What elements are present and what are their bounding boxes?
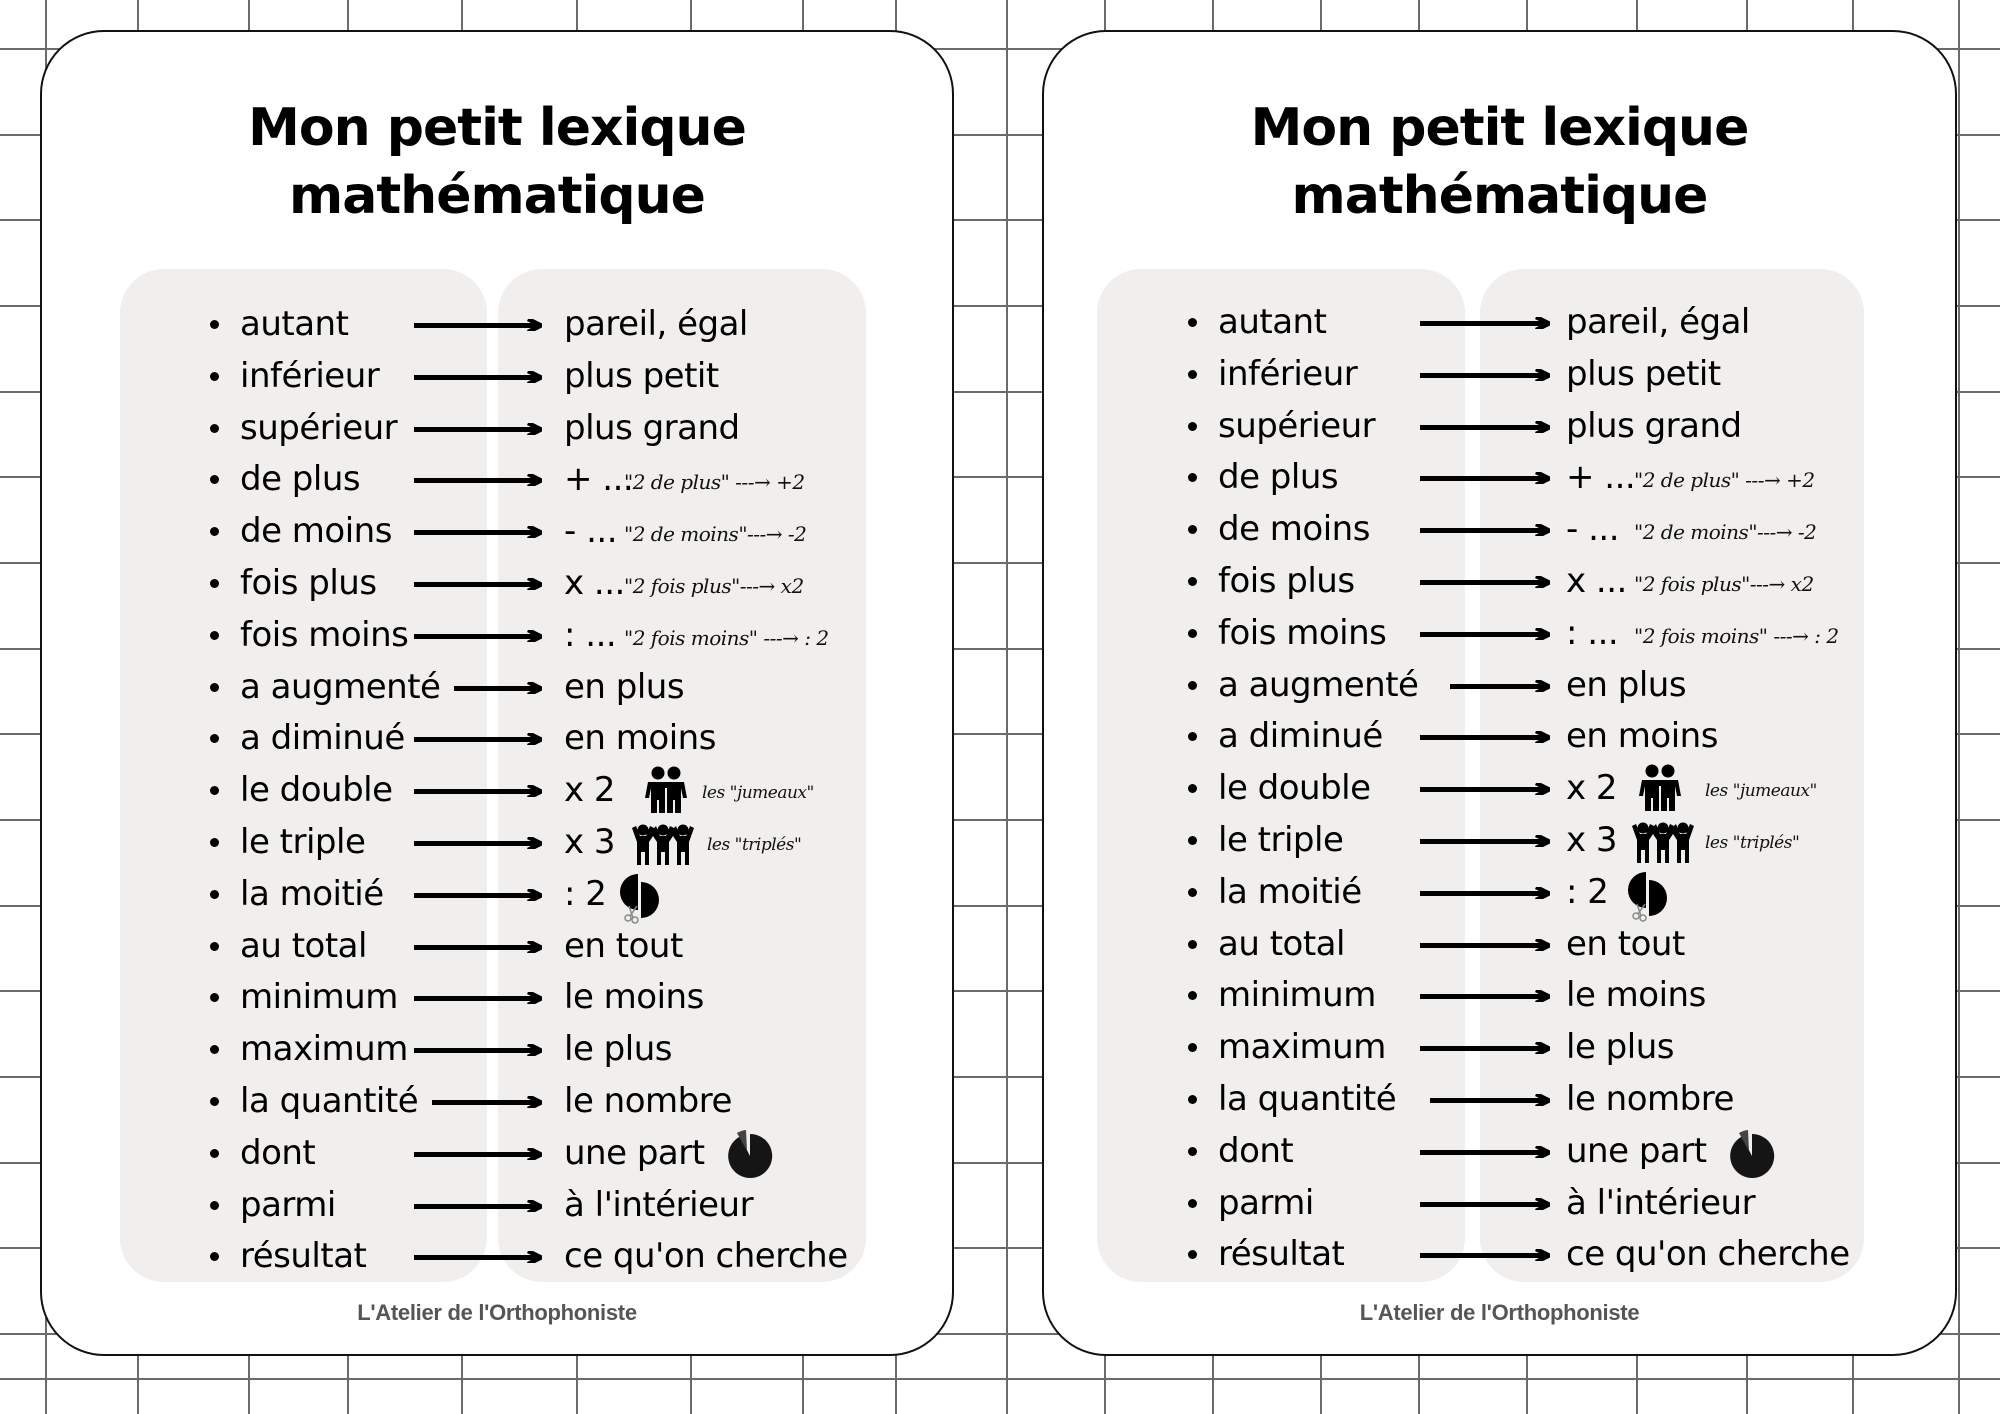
arrow-right-icon	[1420, 782, 1550, 794]
lexicon-meaning: pareil, égal	[1566, 302, 1750, 342]
arrow-right-icon	[1420, 368, 1550, 380]
lexicon-term: autant	[240, 304, 349, 344]
bullet-icon	[1188, 318, 1197, 327]
lexicon-meaning: le moins	[564, 977, 704, 1018]
arrow-right-icon	[1420, 471, 1550, 483]
arrow-right-icon	[1450, 679, 1550, 691]
bullet-icon	[210, 683, 219, 692]
grid-line	[1958, 0, 1960, 1414]
bullet-icon	[1188, 784, 1197, 793]
lexicon-term: résultat	[240, 1236, 367, 1277]
title-line-1: Mon petit lexique	[1250, 98, 1749, 158]
bullet-icon	[210, 734, 219, 743]
lexicon-row	[42, 868, 952, 920]
arrow-right-icon	[1420, 834, 1550, 846]
lexicon-term: a diminué	[1218, 716, 1383, 757]
pie-slice-icon	[1728, 1127, 1776, 1184]
lexicon-term: maximum	[1218, 1027, 1386, 1068]
lexicon-meaning: x 3	[1566, 820, 1618, 860]
bullet-icon	[210, 786, 219, 795]
lexicon-row	[42, 816, 952, 868]
lexicon-row	[1044, 1177, 1955, 1229]
lexicon-term: au total	[1218, 923, 1345, 964]
lexicon-row	[42, 712, 952, 764]
lexicon-term: inférieur	[1218, 353, 1358, 394]
lexicon-meaning: en plus	[1566, 664, 1687, 705]
bullet-icon	[210, 1252, 219, 1261]
lexicon-example-note: "2 fois plus"---→ x2	[624, 574, 804, 598]
bullet-icon	[1188, 525, 1197, 534]
lexicon-row	[1044, 814, 1955, 866]
lexicon-meaning: x 3	[564, 822, 616, 862]
lexicon-row	[1044, 607, 1955, 659]
lexicon-term: inférieur	[240, 355, 380, 396]
footer-credit: L'Atelier de l'Orthophoniste	[1359, 1300, 1640, 1325]
lexicon-term: le double	[1218, 768, 1371, 809]
lexicon-meaning: le plus	[1566, 1027, 1674, 1068]
arrow-right-icon	[454, 681, 542, 693]
bullet-icon	[210, 890, 219, 899]
bullet-icon	[1188, 1043, 1197, 1052]
lexicon-row	[1044, 969, 1955, 1021]
title-line-1: Mon petit lexique	[248, 98, 746, 158]
lexicon-term: de plus	[240, 459, 361, 500]
lexicon-term: parmi	[1218, 1182, 1314, 1223]
lexicon-meaning: ce qu'on cherche	[564, 1236, 848, 1277]
lexicon-term: minimum	[240, 977, 398, 1018]
lexicon-term: de moins	[1218, 509, 1370, 550]
grid-line	[0, 1378, 2000, 1380]
arrow-right-icon	[414, 473, 542, 485]
arrow-right-icon	[1420, 1197, 1550, 1209]
arrow-right-icon	[414, 836, 542, 848]
lexicon-row	[42, 557, 952, 609]
lexicon-example-note: "2 fois moins" ---→ : 2	[1634, 623, 1839, 648]
arrow-right-icon	[414, 784, 542, 796]
arrow-right-icon	[414, 370, 542, 382]
lexicon-term: minimum	[1218, 975, 1376, 1016]
lexicon-meaning: x ...	[564, 563, 625, 603]
bullet-icon	[1188, 681, 1197, 690]
lexicon-meaning: en moins	[1566, 716, 1718, 757]
bullet-icon	[1188, 1250, 1197, 1259]
lexicon-row	[42, 505, 952, 557]
lexicon-card-left	[40, 30, 954, 1356]
lexicon-meaning: ce qu'on cherche	[1566, 1234, 1850, 1275]
bullet-icon	[210, 1045, 219, 1054]
bullet-icon	[210, 475, 219, 484]
bullet-icon	[1188, 370, 1197, 379]
arrow-right-icon	[432, 1095, 542, 1107]
arrow-right-icon	[1420, 1041, 1550, 1053]
bullet-icon	[210, 993, 219, 1002]
lexicon-meaning: pareil, égal	[564, 304, 748, 344]
lexicon-example-note: les "jumeaux"	[702, 783, 814, 804]
lexicon-row	[1044, 710, 1955, 762]
arrow-right-icon	[414, 318, 542, 330]
lexicon-row	[1044, 555, 1955, 607]
lexicon-row	[42, 402, 952, 454]
triplets-icon	[632, 822, 694, 871]
lexicon-term: fois plus	[240, 563, 377, 603]
arrow-right-icon	[414, 1199, 542, 1211]
arrow-right-icon	[414, 1043, 542, 1055]
lexicon-term: de moins	[240, 511, 392, 552]
bullet-icon	[1188, 1147, 1197, 1156]
lexicon-row	[1044, 503, 1955, 555]
lexicon-row	[1044, 348, 1955, 400]
arrow-right-icon	[1420, 989, 1550, 1001]
lexicon-meaning: le nombre	[564, 1081, 732, 1121]
bullet-icon	[210, 372, 219, 381]
lexicon-row	[42, 661, 952, 713]
bullet-icon	[1188, 422, 1197, 431]
lexicon-term: le triple	[240, 822, 366, 862]
arrow-right-icon	[1420, 627, 1550, 639]
lexicon-term: le triple	[1218, 820, 1344, 860]
lexicon-row	[42, 298, 952, 350]
lexicon-meaning: le moins	[1566, 975, 1706, 1016]
lexicon-meaning: : 2	[1566, 871, 1609, 912]
lexicon-example-note: "2 fois moins" ---→ : 2	[624, 625, 829, 650]
lexicon-meaning: à l'intérieur	[1566, 1182, 1756, 1223]
lexicon-example-note: les "jumeaux"	[1705, 781, 1817, 802]
arrow-right-icon	[1420, 575, 1550, 587]
lexicon-term: a augmenté	[240, 666, 441, 707]
lexicon-term: dont	[240, 1132, 316, 1173]
lexicon-term: la quantité	[240, 1081, 419, 1121]
lexicon-term: a diminué	[240, 718, 405, 759]
lexicon-meaning: x 2	[564, 770, 616, 811]
arrow-right-icon	[414, 525, 542, 537]
arrow-right-icon	[414, 577, 542, 589]
lexicon-meaning: : ...	[1566, 612, 1619, 653]
arrow-right-icon	[414, 1147, 542, 1159]
arrow-right-icon	[414, 629, 542, 641]
lexicon-term: fois moins	[240, 614, 409, 655]
bullet-icon	[1188, 732, 1197, 741]
bullet-icon	[1188, 1199, 1197, 1208]
arrow-right-icon	[414, 1250, 542, 1262]
lexicon-meaning: en moins	[564, 718, 716, 759]
lexicon-example-note: les "triplés"	[1705, 833, 1800, 853]
lexicon-row	[1044, 451, 1955, 503]
arrow-right-icon	[1420, 420, 1550, 432]
lexicon-meaning: plus petit	[1566, 353, 1721, 394]
lexicon-meaning: : ...	[564, 614, 617, 655]
lexicon-example-note: les "triplés"	[707, 835, 802, 855]
lexicon-row	[1044, 1228, 1955, 1280]
lexicon-list	[42, 32, 952, 1354]
lexicon-meaning: x ...	[1566, 561, 1627, 601]
lexicon-row	[42, 1127, 952, 1179]
lexicon-term: la moitié	[1218, 871, 1362, 912]
lexicon-row	[1044, 1125, 1955, 1177]
bullet-icon	[210, 320, 219, 329]
lexicon-row	[42, 350, 952, 402]
lexicon-term: le double	[240, 770, 393, 811]
title-line-2: mathématique	[1291, 166, 1708, 226]
lexicon-term: résultat	[1218, 1234, 1345, 1275]
bullet-icon	[210, 631, 219, 640]
lexicon-row	[42, 1230, 952, 1282]
footer-credit: L'Atelier de l'Orthophoniste	[357, 1300, 637, 1325]
triplets-icon	[1632, 820, 1694, 869]
lexicon-row	[1044, 296, 1955, 348]
lexicon-example-note: "2 de plus" ---→ +2	[624, 470, 805, 495]
lexicon-row	[42, 920, 952, 972]
arrow-right-icon	[1420, 730, 1550, 742]
lexicon-meaning: plus grand	[564, 407, 740, 448]
arrow-right-icon	[1420, 886, 1550, 898]
lexicon-example-note: "2 fois plus"---→ x2	[1634, 572, 1814, 596]
bullet-icon	[210, 838, 219, 847]
lexicon-term: a augmenté	[1218, 664, 1419, 705]
lexicon-meaning: - ...	[564, 511, 617, 552]
lexicon-row	[1044, 659, 1955, 711]
arrow-right-icon	[1420, 938, 1550, 950]
arrow-right-icon	[1420, 523, 1550, 535]
lexicon-term: la quantité	[1218, 1079, 1397, 1119]
lexicon-list	[1044, 32, 1955, 1354]
arrow-right-icon	[414, 991, 542, 1003]
bullet-icon	[210, 424, 219, 433]
lexicon-meaning: : 2	[564, 873, 607, 914]
lexicon-example-note: "2 de moins"---→ -2	[624, 522, 807, 547]
lexicon-meaning: plus grand	[1566, 405, 1742, 446]
bullet-icon	[210, 942, 219, 951]
pie-slice-icon	[726, 1127, 774, 1184]
lexicon-meaning: en tout	[1566, 923, 1685, 964]
lexicon-meaning: plus petit	[564, 355, 719, 396]
lexicon-term: autant	[1218, 302, 1327, 342]
lexicon-term: de plus	[1218, 457, 1339, 498]
lexicon-card-right	[1042, 30, 1957, 1356]
bullet-icon	[210, 1097, 219, 1106]
lexicon-term: fois moins	[1218, 612, 1387, 653]
lexicon-example-note: "2 de moins"---→ -2	[1634, 520, 1817, 545]
lexicon-term: au total	[240, 925, 367, 966]
lexicon-meaning: + ...	[1566, 457, 1636, 498]
lexicon-row	[42, 1075, 952, 1127]
lexicon-term: supérieur	[1218, 405, 1376, 446]
arrow-right-icon	[1430, 1093, 1550, 1105]
bullet-icon	[1188, 940, 1197, 949]
arrow-right-icon	[414, 940, 542, 952]
lexicon-row	[42, 764, 952, 816]
lexicon-meaning: une part	[564, 1132, 705, 1173]
bullet-icon	[210, 579, 219, 588]
lexicon-row	[1044, 1021, 1955, 1073]
lexicon-row	[1044, 400, 1955, 452]
lexicon-row	[42, 1179, 952, 1231]
lexicon-term: supérieur	[240, 407, 398, 448]
bullet-icon	[210, 1149, 219, 1158]
bullet-icon	[1188, 629, 1197, 638]
lexicon-row	[42, 1023, 952, 1075]
bullet-icon	[1188, 991, 1197, 1000]
grid-line	[1006, 0, 1008, 1414]
bullet-icon	[210, 527, 219, 536]
arrow-right-icon	[1420, 1248, 1550, 1260]
lexicon-term: parmi	[240, 1184, 336, 1225]
lexicon-meaning: à l'intérieur	[564, 1184, 754, 1225]
lexicon-meaning: en tout	[564, 925, 683, 966]
lexicon-example-note: "2 de plus" ---→ +2	[1634, 468, 1815, 493]
bullet-icon	[1188, 888, 1197, 897]
arrow-right-icon	[1420, 316, 1550, 328]
lexicon-term: maximum	[240, 1029, 408, 1070]
bullet-icon	[1188, 836, 1197, 845]
lexicon-row	[1044, 1073, 1955, 1125]
lexicon-row	[42, 609, 952, 661]
twins-icon	[644, 766, 688, 819]
lexicon-row	[1044, 918, 1955, 970]
lexicon-row	[42, 971, 952, 1023]
title-line-2: mathématique	[289, 166, 705, 226]
bullet-icon	[1188, 473, 1197, 482]
arrow-right-icon	[414, 888, 542, 900]
arrow-right-icon	[414, 732, 542, 744]
arrow-right-icon	[1420, 1145, 1550, 1157]
lexicon-term: la moitié	[240, 873, 384, 914]
lexicon-row	[1044, 866, 1955, 918]
arrow-right-icon	[414, 422, 542, 434]
bullet-icon	[210, 1201, 219, 1210]
lexicon-meaning: le plus	[564, 1029, 672, 1070]
lexicon-term: fois plus	[1218, 561, 1355, 601]
twins-icon	[1638, 764, 1682, 817]
lexicon-term: dont	[1218, 1130, 1294, 1171]
lexicon-meaning: + ...	[564, 459, 634, 500]
lexicon-meaning: une part	[1566, 1130, 1707, 1171]
lexicon-row	[42, 453, 952, 505]
lexicon-meaning: x 2	[1566, 768, 1618, 809]
lexicon-meaning: - ...	[1566, 509, 1619, 550]
bullet-icon	[1188, 577, 1197, 586]
lexicon-meaning: le nombre	[1566, 1079, 1734, 1119]
lexicon-row	[1044, 762, 1955, 814]
lexicon-meaning: en plus	[564, 666, 685, 707]
bullet-icon	[1188, 1095, 1197, 1104]
